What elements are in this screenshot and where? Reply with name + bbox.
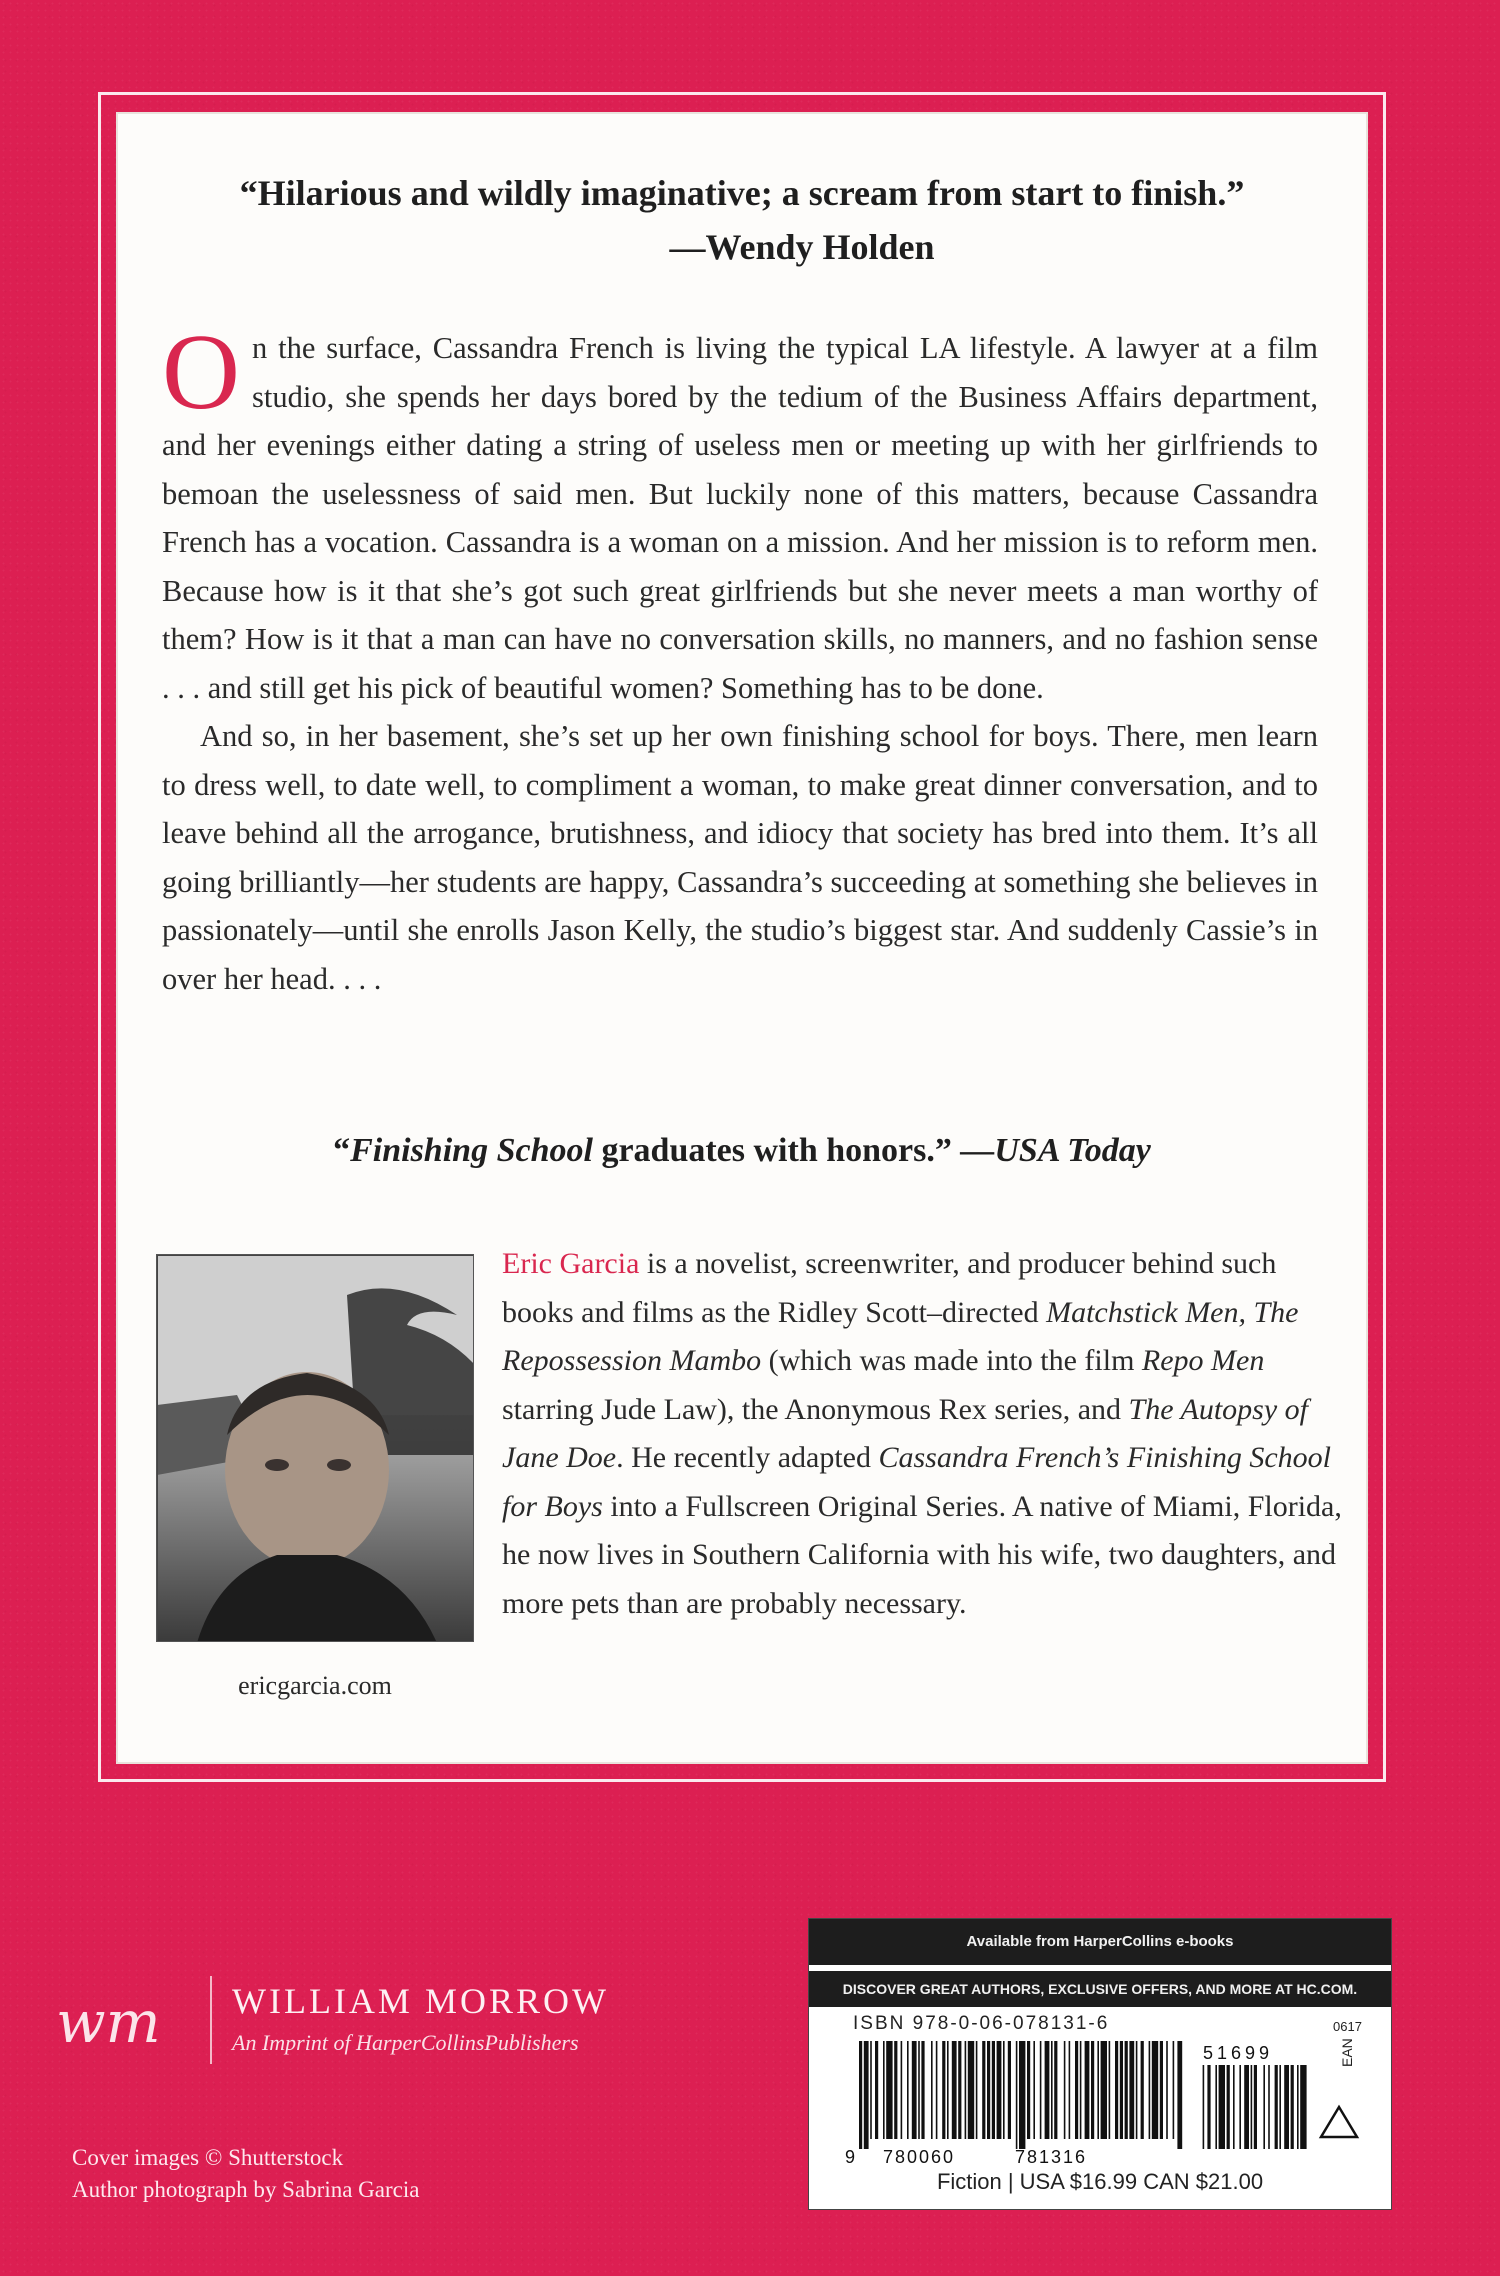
discover-banner: DISCOVER GREAT AUTHORS, EXCLUSIVE OFFERS, AND MORE AT HC.COM. bbox=[809, 1971, 1391, 2007]
publisher-monogram: wm bbox=[56, 1988, 161, 2056]
barcode-bar bbox=[875, 2041, 878, 2139]
isbn-label: ISBN 978-0-06-078131-6 bbox=[853, 2013, 1110, 2034]
addon-bar bbox=[1263, 2065, 1265, 2149]
bio-text-2: (which was made into the film bbox=[761, 1344, 1142, 1377]
paragraph-1-text: n the surface, Cassandra French is living the typical LA lifestyle. A lawyer at a film studio, she spends her days bored by the tedium of the Business Affairs department, and her evenings either dating a string of useless men or meeting up with her girlfriends to bemoan the uselessness of said men. But luckily none of this matters, because Cassandra French has a vocation. Cassandra is a woman on a mission. And her mission is to reform men. Because how is it that she’s got such great girlfriends but she never meets a man worthy of them? How is it that a man can have no conversation skills, no manners, and no fashion sense . . . and still get his pick of beautiful women? Something has to be done. bbox=[162, 331, 1318, 705]
ean-label: EAN bbox=[1339, 2038, 1355, 2067]
author-name: Eric Garcia bbox=[502, 1247, 640, 1280]
barcode-bar bbox=[931, 2041, 933, 2139]
addon-bar bbox=[1251, 2065, 1253, 2149]
barcode-bar bbox=[1101, 2041, 1107, 2139]
addon-bar bbox=[1244, 2065, 1249, 2149]
image-credits bbox=[72, 2142, 419, 2206]
barcode-bar bbox=[976, 2041, 978, 2139]
top-blurb bbox=[118, 166, 1366, 274]
barcode-bar bbox=[1064, 2041, 1066, 2139]
barcode-bar bbox=[883, 2041, 885, 2139]
barcode-addon-digits: 51699 bbox=[1203, 2043, 1274, 2063]
barcode-bar bbox=[918, 2041, 920, 2139]
barcode-bar bbox=[1008, 2041, 1011, 2139]
middle-blurb-title: Finishing School bbox=[350, 1132, 593, 1169]
middle-blurb bbox=[118, 1132, 1366, 1170]
barcode-bar bbox=[1125, 2041, 1128, 2139]
bio-work-2: Repo Men bbox=[1141, 1344, 1265, 1377]
bio-work-3: The Autopsy of Jane Doe bbox=[502, 1392, 1308, 1474]
barcode-bar bbox=[1075, 2041, 1078, 2139]
addon-bar bbox=[1268, 2065, 1270, 2149]
barcode-bar bbox=[1080, 2041, 1082, 2139]
addon-bar bbox=[1219, 2065, 1225, 2149]
barcode-bar bbox=[987, 2041, 990, 2139]
barcode-bar bbox=[1173, 2041, 1175, 2139]
addon-bar bbox=[1215, 2065, 1217, 2149]
addon-bar bbox=[1279, 2065, 1281, 2149]
addon-bar bbox=[1275, 2065, 1278, 2149]
drop-cap: O bbox=[162, 313, 240, 432]
barcode-bar bbox=[982, 2041, 985, 2139]
barcode-bar bbox=[1054, 2041, 1057, 2139]
price-line: Fiction | USA $16.99 CAN $21.00 bbox=[936, 2169, 1264, 2194]
cover-credit: Cover images © Shutterstock bbox=[72, 2145, 344, 2170]
barcode-bar bbox=[1016, 2041, 1018, 2149]
middle-blurb-open-quote: “ bbox=[333, 1132, 351, 1169]
addon-bar bbox=[1300, 2065, 1306, 2149]
barcode-bar bbox=[992, 2041, 995, 2139]
bio-text-4: . He recently adapted bbox=[616, 1441, 879, 1474]
book-description bbox=[162, 313, 1318, 1003]
barcode-bar bbox=[965, 2041, 967, 2139]
top-blurb-attribution: —Wendy Holden bbox=[669, 227, 935, 267]
barcode-bar bbox=[1091, 2041, 1094, 2139]
addon-bar bbox=[1291, 2065, 1294, 2149]
description-paragraph-1 bbox=[162, 313, 1318, 712]
barcode-bar bbox=[859, 2041, 862, 2149]
barcode-bar bbox=[864, 2041, 869, 2149]
barcode-bar bbox=[1003, 2041, 1005, 2139]
addon-bar bbox=[1227, 2065, 1230, 2149]
barcode-bar bbox=[942, 2041, 945, 2139]
barcode-bar bbox=[958, 2041, 961, 2139]
bio-text-3: starring Jude Law), the Anonymous Rex series, and bbox=[502, 1392, 1129, 1426]
barcode-bar bbox=[1129, 2041, 1134, 2139]
publisher-imprint: An Imprint of HarperCollinsPublishers bbox=[232, 2030, 579, 2055]
addon-bar bbox=[1207, 2065, 1210, 2149]
ean-triangle-icon bbox=[1321, 2107, 1357, 2137]
barcode-digits-left: 780060 bbox=[883, 2147, 956, 2167]
bio-work-4: Cassandra French’s Finishing School for Boys bbox=[502, 1441, 1332, 1523]
barcode-bar bbox=[907, 2041, 909, 2139]
barcode-box bbox=[808, 1918, 1392, 2210]
barcode-bar bbox=[1027, 2041, 1030, 2139]
barcode-bar bbox=[1069, 2041, 1071, 2139]
barcode-graphic bbox=[843, 2037, 1363, 2167]
content-panel bbox=[116, 112, 1368, 1764]
barcode-bar bbox=[1019, 2041, 1025, 2149]
barcode-bar bbox=[1149, 2041, 1151, 2139]
barcode-bar bbox=[912, 2041, 917, 2139]
barcode-bar bbox=[947, 2041, 949, 2139]
addon-bar bbox=[1239, 2065, 1241, 2149]
addon-bar bbox=[1297, 2065, 1299, 2149]
barcode-bar bbox=[1051, 2041, 1053, 2139]
barcode-bar bbox=[997, 2041, 1002, 2139]
author-bio bbox=[502, 1240, 1342, 1628]
barcode-bar bbox=[1177, 2041, 1182, 2149]
barcode-bar bbox=[1166, 2041, 1168, 2139]
photo-credit: Author photograph by Sabrina Garcia bbox=[72, 2177, 420, 2202]
publisher-name: WILLIAM MORROW bbox=[232, 1981, 609, 2021]
publisher-logo bbox=[56, 1976, 656, 2066]
barcode-bar bbox=[1045, 2041, 1050, 2139]
barcode-bar bbox=[1033, 2041, 1035, 2139]
ebook-availability: Available from HarperCollins e-books bbox=[809, 1919, 1391, 1965]
addon-bar bbox=[1203, 2065, 1205, 2149]
bio-work-1: Matchstick Men, The Repossession Mambo bbox=[502, 1295, 1299, 1377]
bio-text-5: into a Fullscreen Original Series. A native of Miami, Florida, he now lives in Southern California with his wife, two daughters, and more pets than are probably necessary. bbox=[502, 1489, 1342, 1620]
middle-blurb-source: —USA Today bbox=[960, 1132, 1151, 1169]
barcode-bar bbox=[1115, 2041, 1118, 2139]
barcode-bar bbox=[921, 2041, 924, 2139]
barcode-digits-right: 781316 bbox=[1015, 2147, 1088, 2167]
price-code: 0617 bbox=[1333, 2019, 1362, 2034]
barcode-bar bbox=[1085, 2041, 1090, 2139]
logo-divider bbox=[210, 1976, 212, 2064]
author-photo-illustration bbox=[157, 1255, 474, 1642]
top-blurb-text: “Hilarious and wildly imaginative; a scream from start to finish.” bbox=[239, 173, 1245, 213]
barcode-bar bbox=[870, 2041, 872, 2139]
barcode-bar bbox=[886, 2041, 892, 2139]
addon-bar bbox=[1284, 2065, 1289, 2149]
author-photo bbox=[156, 1254, 474, 1642]
barcode-bar bbox=[1120, 2041, 1123, 2139]
barcode-bar bbox=[1136, 2041, 1138, 2139]
barcode-bar bbox=[901, 2041, 903, 2139]
barcode-bar bbox=[1160, 2041, 1163, 2139]
barcode-bar bbox=[952, 2041, 957, 2139]
barcode-digit-first: 9 bbox=[845, 2147, 856, 2167]
barcode-bar bbox=[894, 2041, 897, 2139]
barcode-bar bbox=[1152, 2041, 1158, 2139]
author-website: ericgarcia.com bbox=[238, 1671, 392, 1700]
barcode-bar bbox=[1040, 2041, 1042, 2139]
description-paragraph-2: And so, in her basement, she’s set up her own finishing school for boys. There, men learn to dress well, to date well, to compliment a woman, to make great dinner conversation, and to leave behind all the arrogance, brutishness, and idiocy that society has bred into them. It’s all going brilliantly—her students are happy, Cassandra’s succeeding at something she believes in passionately—until she enrolls Jason Kelly, the studio’s biggest star. And suddenly Cassie’s in over her head. . . . bbox=[162, 719, 1318, 996]
barcode-bar bbox=[1109, 2041, 1111, 2139]
barcode-bar bbox=[968, 2041, 974, 2139]
middle-blurb-text: graduates with honors.” bbox=[592, 1132, 961, 1169]
barcode-bar bbox=[936, 2041, 938, 2139]
bio-text-1: is a novelist, screenwriter, and producer behind such books and films as the Ridley Scott–directed bbox=[502, 1247, 1277, 1329]
addon-bar bbox=[1233, 2065, 1235, 2149]
barcode-bar bbox=[1097, 2041, 1099, 2139]
addon-bar bbox=[1254, 2065, 1257, 2149]
barcode-bar bbox=[1141, 2041, 1144, 2139]
